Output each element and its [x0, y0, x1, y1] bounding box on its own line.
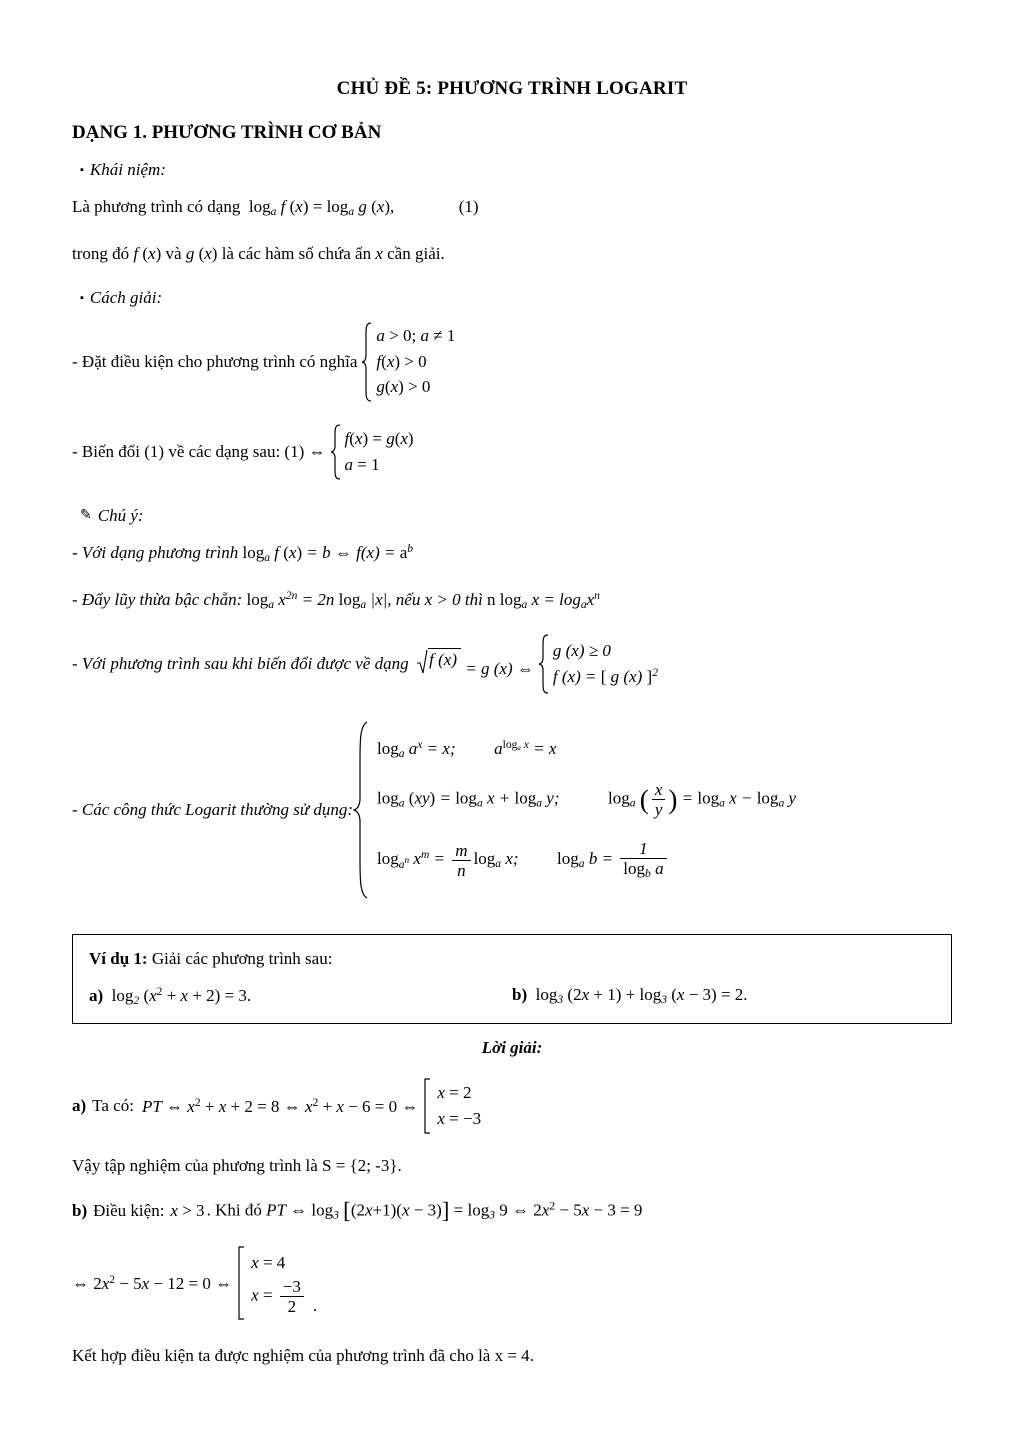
chu-y-item-3-system — [538, 634, 658, 694]
bullet-khai-niem-label: Khái niệm: — [89, 160, 166, 179]
example-title-bold: Ví dụ 1: — [89, 948, 148, 968]
solution-b-conclusion-text: Kết hợp điều kiện ta được nghiệm của phương trình đã cho là x = 4. — [72, 1346, 534, 1366]
khai-niem-line1-text: Là phương trình có dạng — [72, 197, 241, 216]
solution-b-math-2: ⇔ $2x^2 - 5x - 12 = 0$ ⇔ — [72, 1272, 233, 1293]
dieu-kien-line-1: a > 0; a ≠ 1 — [376, 326, 456, 346]
khai-niem-line2: trong đó f (x) và g (x) là các hàm số chứa ẩn x cần giải. — [72, 244, 445, 264]
example-item-a-label: a) — [89, 985, 104, 1005]
khai-niem-equation-number: (1) — [458, 197, 479, 216]
solution-b-label: b) — [72, 1201, 88, 1221]
solution-a-root-2: x = −3 — [437, 1109, 482, 1129]
chu-y-item-1: - Với dạng phương trình $\log_a f$ (x) = b ⇔ $f(x) = a^b$ — [72, 541, 414, 564]
example-item-a-math: $\log_2 (x^2 + x + 2) = 3$. — [111, 984, 252, 1008]
page-title: CHỦ ĐỀ 5: PHƯƠNG TRÌNH LOGARIT — [336, 78, 688, 99]
khai-niem-line1 — [72, 194, 952, 221]
solution-a-roots — [422, 1078, 481, 1134]
square-bullet-icon-2: ▪ — [80, 291, 84, 304]
example-item-a — [89, 985, 512, 1007]
bullet-chu-y-label: Chú ý: — [97, 505, 144, 525]
solution-heading: Lời giải: — [481, 1038, 543, 1058]
dieu-kien-line-2: f(x) > 0 — [376, 351, 427, 371]
solution-b-text-1: Điều kiện: — [93, 1201, 165, 1221]
solution-b-roots — [236, 1246, 307, 1320]
example-item-b-label: b) — [512, 984, 528, 1004]
example-title-rest: Giải các phương trình sau: — [151, 948, 333, 968]
cong-thuc-row-1: $\log_a a^x = x$; $a^{log_a x} = x$ — [377, 738, 557, 761]
cong-thuc-logarit-block — [72, 720, 952, 900]
chu-y-item-3-line-1: g (x) ≥ 0 — [552, 641, 611, 661]
section-title: DẠNG 1. PHƯƠNG TRÌNH CƠ BẢN — [72, 122, 382, 143]
solution-b-line — [72, 1198, 952, 1224]
example-title — [89, 949, 935, 969]
solution-b-root-2: x = $\frac{-3}{2}$ — [251, 1277, 307, 1316]
bullet-cach-giai — [72, 288, 952, 308]
cong-thuc-row-2: $\log_a (xy) = \log_a x + \log_a y$; $\log_a$ ( $\frac{x}{y}$ ) = $\log_a x - \log_a y$ — [377, 780, 797, 820]
bullet-khai-niem — [72, 160, 952, 180]
solution-b-line-2 — [72, 1246, 952, 1320]
brace-icon — [361, 322, 373, 402]
solution-a-text: Ta có: — [92, 1096, 134, 1116]
example-items — [89, 985, 935, 1007]
chu-y-item-3-label: - Với phương trình sau khi biến đổi được về dạng — [72, 653, 409, 673]
khai-niem-formula: $\log_a f$ $(x) = \log_a g$ (x), — [248, 197, 399, 219]
bien-doi-system — [330, 424, 414, 480]
chu-y-item-3-line-2: f (x) = [ g (x) ]$^2$ — [552, 665, 658, 686]
dieu-kien-system — [361, 322, 455, 402]
brace-icon-3 — [538, 634, 550, 694]
cong-thuc-label: - Các công thức Logarit thường sử dụng: — [72, 799, 354, 819]
brace-icon-4 — [353, 720, 369, 900]
square-bullet-icon: ▪ — [80, 164, 84, 176]
solution-b-conclusion — [72, 1346, 952, 1366]
bullet-cach-giai-label: Cách giải: — [89, 287, 163, 307]
example-box — [72, 934, 952, 1024]
chu-y-item-3: - Với phương trình sau khi biến đổi được về dạng f (x) = g (x) ⇔ g (x) ≥ 0 f (x) = [ g (x) ]$^2$ — [72, 634, 952, 694]
solution-a-math: PT ⇔ $x^2 + x + 2 = 8$ ⇔ $x^2 + x - 6 = 0$ ⇔ — [141, 1095, 419, 1116]
solution-a-conclusion: Vậy tập nghiệm của phương trình là S = {2; -3}. — [72, 1156, 402, 1176]
bien-doi-line-1: f(x) = g(x) — [344, 429, 414, 448]
example-item-b-math: $\log_3 (2x + 1) + \log_3 (x - 3) = 2$. — [535, 984, 748, 1007]
solution-a-root-1: x = 2 — [437, 1082, 472, 1102]
dieu-kien-label: - Đặt điều kiện cho phương trình có nghĩa — [72, 351, 358, 371]
bullet-chu-y — [72, 506, 952, 526]
example-item-b — [512, 985, 935, 1007]
pencil-icon: ✎ — [80, 507, 92, 523]
bien-doi-row — [72, 424, 952, 480]
solution-b-condition: x > 3 — [170, 1201, 205, 1221]
solution-a-line — [72, 1078, 952, 1134]
dieu-kien-row — [72, 322, 952, 402]
sqrt-expression: f (x) — [417, 648, 461, 674]
solution-b-roots-tail: . — [312, 1296, 318, 1316]
bien-doi-label: - Biến đổi (1) về các dạng sau: (1) ⇔ — [72, 441, 326, 461]
solution-b-root-1: x = 4 — [251, 1253, 286, 1273]
dieu-kien-line-3: g(x) > 0 — [376, 377, 431, 397]
cong-thuc-row-3: $\log_{a^n} x^m$ = $\frac{m}{n}$ $\log_a x$; $\log_a b$ = $\frac{1}{\log_b a}$ — [377, 839, 796, 881]
chu-y-item-2: - Đẩy lũy thừa bậc chẵn: $\log_a x^{2n} = 2n$ $\log_a |x|$, nếu x > 0 thì n $\log_a x = \log_ax^n$ — [72, 588, 600, 611]
solution-b-text-2: . Khi đó PT ⇔ $\log_3 [(2x+1)(x - 3)] = \log_3 9$ ⇔ $2x^2 - 5x - 3 = 9$ — [206, 1198, 643, 1224]
bien-doi-line-2: a = 1 — [344, 454, 380, 474]
brace-icon-2 — [330, 424, 342, 480]
solution-a-label: a) — [72, 1096, 87, 1116]
